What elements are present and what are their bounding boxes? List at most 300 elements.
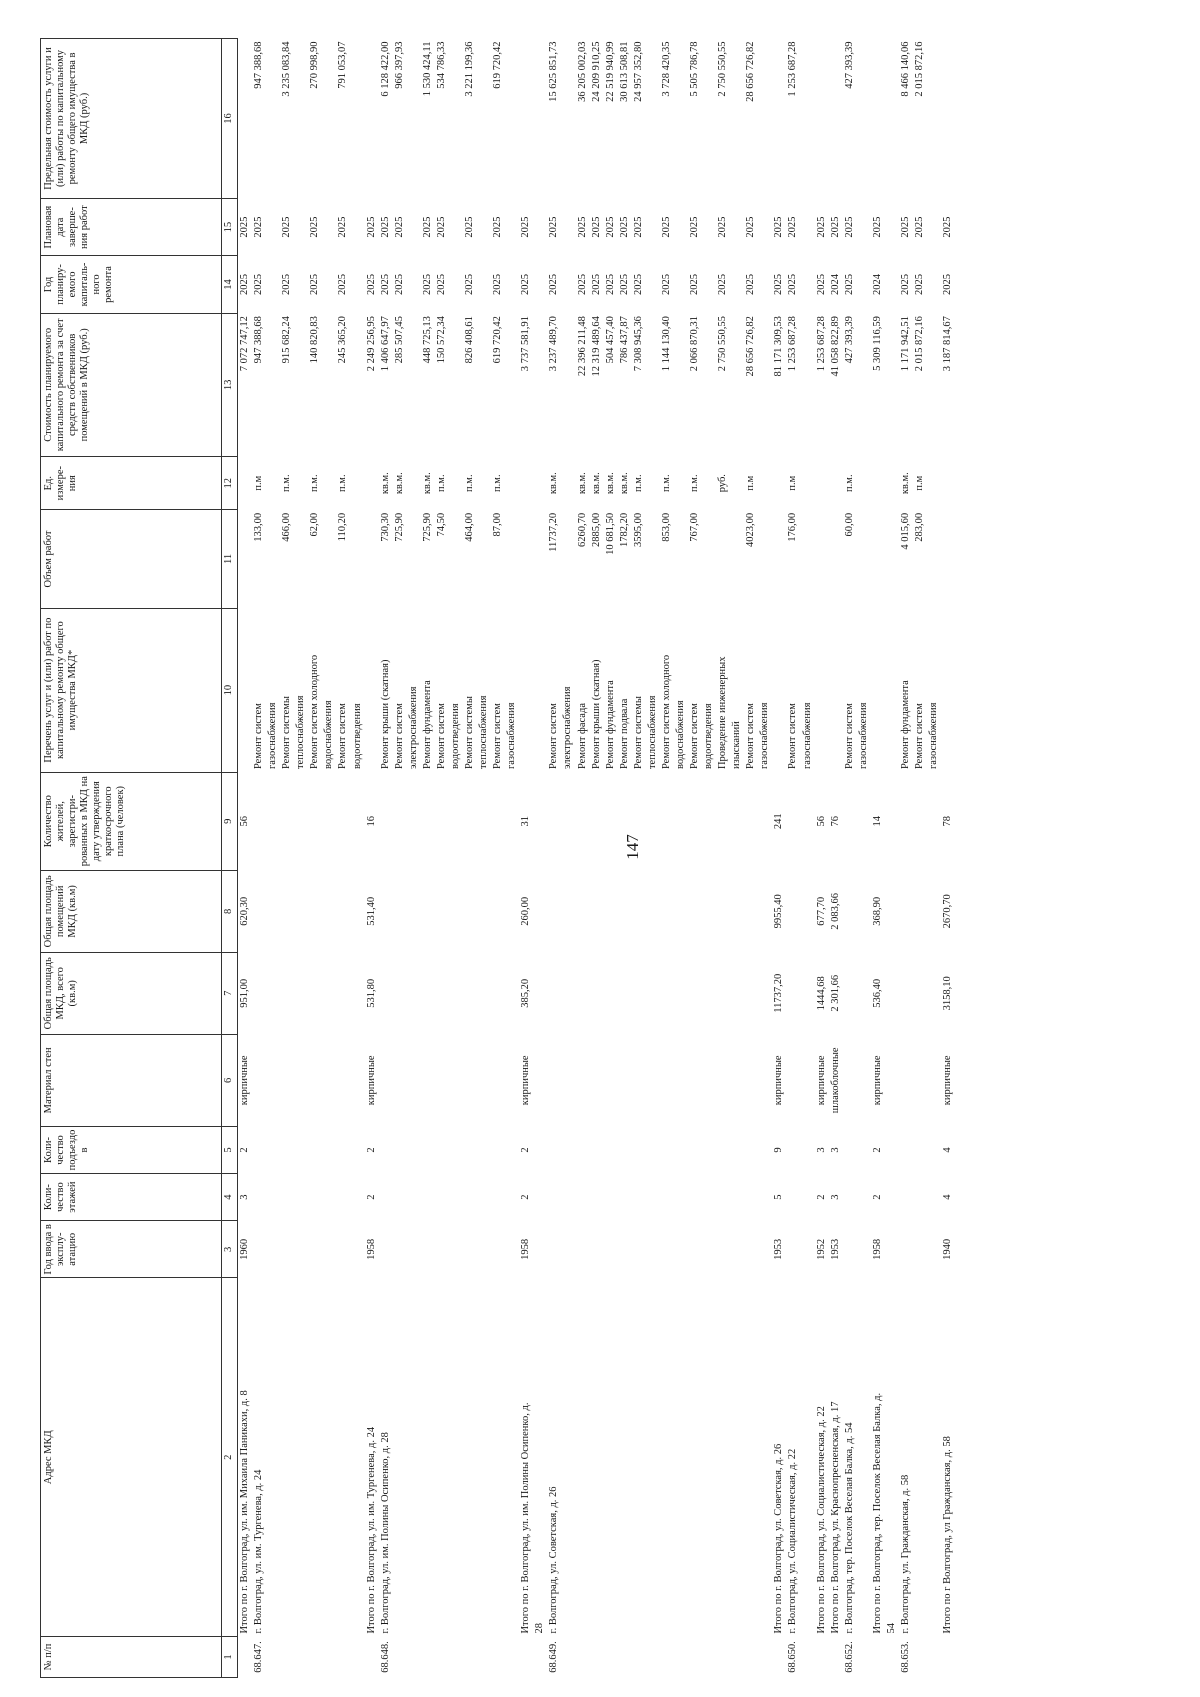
- wall-material-cell: [660, 1034, 674, 1126]
- wall-material-cell: [758, 1034, 772, 1126]
- unit-cell: кв.м.: [618, 472, 630, 495]
- year-cell: [744, 1221, 758, 1278]
- table-row: [365, 39, 379, 1678]
- entrances-cell: [280, 1126, 294, 1173]
- unit-cell: [772, 457, 786, 510]
- premises-area-cell: 260,00: [520, 896, 532, 926]
- completion-date-cell: 2025: [281, 216, 293, 238]
- repair-year-cell: 2025: [365, 273, 377, 295]
- row-number-cell: [421, 1637, 435, 1678]
- address-cell: [561, 1278, 575, 1637]
- residents-cell: [857, 772, 871, 870]
- cost-limit-cell: [266, 39, 280, 199]
- premises-area-cell: [688, 870, 702, 952]
- premises-area-cell: [632, 870, 646, 952]
- repair-year-cell: 2025: [435, 273, 447, 295]
- premises-area-cell: [393, 870, 407, 952]
- cost-limit-cell: 24 209 910,25: [590, 41, 602, 102]
- address-cell: Итого по г. Волгоград, ул. им. Полины Осипенко, д.: [520, 1402, 532, 1634]
- planned-cost-cell: 5 309 116,59: [871, 316, 883, 371]
- planned-cost-cell: 2 249 256,95: [365, 316, 377, 372]
- total-area-cell: [435, 952, 449, 1034]
- cost-limit-cell: 3 728 420,35: [660, 41, 672, 97]
- premises-area-cell: 9955,40: [773, 894, 785, 929]
- entrances-cell: [843, 1126, 857, 1173]
- repair-year-cell: 2025: [379, 273, 391, 295]
- wall-material-cell: [477, 1034, 491, 1126]
- year-cell: [801, 1221, 815, 1278]
- year-cell: [618, 1221, 632, 1278]
- entrances-cell: [899, 1126, 913, 1173]
- work-type-cell: [885, 608, 899, 772]
- address-cell: [801, 1278, 815, 1637]
- work-type-cell: Ремонт фундамента: [604, 680, 616, 770]
- completion-date-cell: 2025: [942, 216, 954, 238]
- row-number-cell: [857, 1637, 871, 1678]
- year-cell: 1960: [239, 1238, 250, 1260]
- total-area-cell: [280, 952, 294, 1034]
- completion-date-cell: 2025: [253, 216, 265, 238]
- floors-cell: [857, 1174, 871, 1221]
- entrances-cell: [576, 1126, 590, 1173]
- year-cell: [758, 1221, 772, 1278]
- wall-material-cell: кирпичные: [520, 1055, 532, 1106]
- row-number-cell: 68.652.: [843, 1641, 855, 1673]
- planned-cost-cell: 1 253 687,28: [815, 316, 827, 372]
- completion-date-cell: 2025: [787, 216, 799, 238]
- entrances-cell: [885, 1126, 899, 1173]
- entrances-cell: [379, 1126, 393, 1173]
- work-type-cell: газоснабжения: [267, 702, 279, 770]
- column-header: Плановая дата заверше-ния работ: [41, 198, 222, 255]
- unit-cell: п.м.: [435, 474, 447, 492]
- unit-cell: п.м: [745, 475, 757, 491]
- planned-cost-cell: [561, 313, 575, 456]
- column-header: Адрес МКД: [41, 1278, 222, 1637]
- cost-limit-cell: [927, 39, 941, 199]
- repair-year-cell: 2025: [689, 273, 700, 295]
- planned-cost-cell: [322, 313, 336, 456]
- column-number: 1: [222, 1637, 238, 1678]
- work-type-cell: водоснабжения: [323, 700, 335, 770]
- cost-limit-cell: [772, 39, 786, 199]
- planned-cost-cell: [477, 313, 491, 456]
- table-row: [632, 39, 646, 1678]
- total-area-cell: [491, 952, 505, 1034]
- table-row: [238, 39, 253, 1678]
- wall-material-cell: [449, 1034, 463, 1126]
- unit-cell: [885, 457, 899, 510]
- residents-cell: [674, 772, 688, 870]
- entrances-cell: [393, 1126, 407, 1173]
- work-volume-cell: [871, 510, 885, 608]
- total-area-cell: [843, 952, 857, 1034]
- row-number-cell: [477, 1637, 491, 1678]
- wall-material-cell: [646, 1034, 660, 1126]
- year-cell: 1958: [365, 1238, 377, 1260]
- work-volume-cell: [407, 510, 421, 608]
- repair-year-cell: 2025: [464, 273, 475, 295]
- work-volume-cell: 725,90: [393, 512, 405, 542]
- table-row: [758, 39, 772, 1678]
- completion-date-cell: 2025: [604, 216, 616, 238]
- floors-cell: [899, 1174, 913, 1221]
- work-type-cell: газоснабжения: [759, 702, 771, 770]
- entrances-cell: [744, 1126, 758, 1173]
- floors-cell: [407, 1174, 421, 1221]
- unit-cell: [941, 457, 955, 510]
- entrances-cell: [294, 1126, 308, 1173]
- unit-cell: [829, 457, 843, 510]
- work-type-cell: Ремонт системы: [632, 696, 644, 770]
- premises-area-cell: [547, 870, 561, 952]
- premises-area-cell: [477, 870, 491, 952]
- row-number-cell: [336, 1637, 350, 1678]
- work-type-cell: Ремонт систем: [337, 703, 349, 770]
- work-volume-cell: [815, 510, 829, 608]
- row-number-cell: [632, 1637, 646, 1678]
- column-number: 10: [222, 608, 238, 772]
- entrances-cell: [491, 1126, 505, 1173]
- cost-limit-cell: 2 015 872,16: [914, 41, 925, 97]
- repair-year-cell: [505, 256, 519, 313]
- cost-limit-cell: 5 505 786,78: [689, 41, 700, 97]
- repair-year-cell: 2025: [576, 273, 588, 295]
- repair-year-cell: 2025: [899, 273, 911, 295]
- work-volume-cell: [941, 510, 955, 608]
- completion-date-cell: [561, 198, 575, 255]
- planned-cost-cell: 1 171 942,51: [899, 316, 911, 372]
- completion-date-cell: 2025: [899, 216, 911, 238]
- total-area-cell: 536,40: [871, 978, 883, 1008]
- residents-cell: [618, 772, 632, 870]
- year-cell: 1953: [829, 1238, 841, 1260]
- floors-cell: [477, 1174, 491, 1221]
- entrances-cell: 2: [520, 1147, 532, 1153]
- unit-cell: п.м.: [309, 474, 321, 492]
- total-area-cell: [604, 952, 618, 1034]
- floors-cell: [786, 1174, 800, 1221]
- address-cell: [280, 1278, 294, 1637]
- wall-material-cell: [252, 1034, 266, 1126]
- work-type-cell: теплоснабжения: [478, 695, 490, 770]
- row-number-cell: [758, 1637, 772, 1678]
- wall-material-cell: [547, 1034, 561, 1126]
- repair-year-cell: [646, 256, 660, 313]
- residents-cell: [758, 772, 772, 870]
- floors-cell: 3: [239, 1194, 250, 1200]
- cost-limit-cell: [505, 39, 519, 199]
- unit-cell: [646, 457, 660, 510]
- total-area-cell: 531,80: [365, 978, 377, 1008]
- header-row: [41, 39, 222, 1678]
- total-area-cell: [801, 952, 815, 1034]
- wall-material-cell: [688, 1034, 702, 1126]
- year-cell: [308, 1221, 322, 1278]
- work-type-cell: [533, 608, 547, 772]
- total-area-cell: [716, 952, 730, 1034]
- table-row: [913, 39, 927, 1678]
- column-header: № п/п: [41, 1637, 222, 1678]
- residents-cell: [660, 772, 674, 870]
- total-area-cell: [927, 952, 941, 1034]
- planned-cost-cell: 7 072 747,12: [239, 316, 250, 372]
- unit-cell: [294, 457, 308, 510]
- column-header: Стоимость планируемого капитального ремонта за счет средств собственников помещений в МКД (руб.): [41, 313, 222, 456]
- year-cell: 1958: [520, 1238, 532, 1260]
- total-area-cell: [660, 952, 674, 1034]
- work-volume-cell: [730, 510, 744, 608]
- total-area-cell: [857, 952, 871, 1034]
- row-number-cell: [294, 1637, 308, 1678]
- residents-cell: 76: [829, 815, 841, 827]
- cost-limit-cell: [646, 39, 660, 199]
- work-type-cell: [238, 608, 253, 772]
- work-type-cell: теплоснабжения: [295, 695, 307, 770]
- floors-cell: [688, 1174, 702, 1221]
- floors-cell: [421, 1174, 435, 1221]
- planned-cost-cell: 826 408,61: [464, 316, 475, 364]
- floors-cell: [702, 1174, 716, 1221]
- floors-cell: 2: [815, 1194, 827, 1200]
- repair-year-cell: 2024: [829, 273, 841, 295]
- completion-date-cell: [885, 198, 899, 255]
- year-cell: [857, 1221, 871, 1278]
- table-row: [519, 39, 533, 1678]
- year-cell: [266, 1221, 280, 1278]
- repair-year-cell: 2025: [281, 273, 293, 295]
- work-type-cell: Проведение инженерных: [717, 656, 729, 770]
- entrances-cell: [801, 1126, 815, 1173]
- entrances-cell: [308, 1126, 322, 1173]
- total-area-cell: [547, 952, 561, 1034]
- floors-cell: [646, 1174, 660, 1221]
- year-cell: [322, 1221, 336, 1278]
- work-volume-cell: 853,00: [660, 512, 672, 542]
- row-number-cell: [716, 1637, 730, 1678]
- residents-cell: [730, 772, 744, 870]
- column-header: Коли-чество подъездо в: [41, 1126, 222, 1173]
- unit-cell: кв.м.: [899, 472, 911, 495]
- completion-date-cell: 2025: [464, 216, 475, 238]
- completion-date-cell: 2025: [590, 216, 602, 238]
- premises-area-cell: [336, 870, 350, 952]
- address-cell: г. Волгоград, ул. им. Тургенева, д. 24: [253, 1469, 265, 1634]
- planned-cost-cell: [857, 313, 871, 456]
- table-row: [716, 39, 730, 1678]
- row-number-cell: 68.648.: [379, 1641, 391, 1673]
- floors-cell: 4: [942, 1194, 954, 1200]
- work-volume-cell: 110,20: [337, 512, 349, 542]
- cost-limit-cell: 1 530 424,11: [421, 41, 433, 97]
- work-type-cell: [519, 608, 533, 772]
- column-header: Перечень услуг и (или) работ по капитальному ремонту общего имущества МКД*: [41, 608, 222, 772]
- work-volume-cell: [365, 510, 379, 608]
- work-volume-cell: [829, 510, 843, 608]
- unit-cell: кв.м.: [393, 472, 405, 495]
- premises-area-cell: [351, 870, 365, 952]
- year-cell: [351, 1221, 365, 1278]
- wall-material-cell: [322, 1034, 336, 1126]
- wall-material-cell: кирпичные: [365, 1055, 377, 1106]
- floors-cell: 2: [520, 1194, 532, 1200]
- unit-cell: [801, 457, 815, 510]
- completion-date-cell: [505, 198, 519, 255]
- wall-material-cell: [843, 1034, 857, 1126]
- cost-limit-cell: 619 720,42: [492, 41, 504, 89]
- entrances-cell: [927, 1126, 941, 1173]
- work-type-cell: водоснабжения: [674, 700, 686, 770]
- floors-cell: [322, 1174, 336, 1221]
- planned-cost-cell: 3 737 581,91: [520, 316, 532, 372]
- total-area-cell: [463, 952, 477, 1034]
- repair-year-cell: 2025: [632, 273, 644, 295]
- floors-cell: 2: [365, 1194, 377, 1200]
- entrances-cell: [421, 1126, 435, 1173]
- floors-cell: [674, 1174, 688, 1221]
- completion-date-cell: [801, 198, 815, 255]
- entrances-cell: 9: [773, 1147, 785, 1153]
- wall-material-cell: [927, 1034, 941, 1126]
- premises-area-cell: [843, 870, 857, 952]
- address-cell: [435, 1278, 449, 1637]
- premises-area-cell: 620,30: [239, 896, 250, 926]
- row-number-cell: 68.649.: [548, 1641, 560, 1673]
- entrances-cell: [604, 1126, 618, 1173]
- column-number: 7: [222, 952, 238, 1034]
- residents-cell: 14: [871, 815, 883, 827]
- table-row: [379, 39, 393, 1678]
- table-row: [899, 39, 913, 1678]
- column-number: 3: [222, 1221, 238, 1278]
- residents-cell: [351, 772, 365, 870]
- wall-material-cell: [491, 1034, 505, 1126]
- row-number-cell: [533, 1637, 547, 1678]
- work-volume-cell: 3595,00: [632, 512, 644, 547]
- work-type-cell: водоотведения: [703, 703, 715, 770]
- premises-area-cell: [716, 870, 730, 952]
- column-header: Год планиру-емого капиталь-ного ремонта: [41, 256, 222, 313]
- premises-area-cell: [857, 870, 871, 952]
- work-volume-cell: [533, 510, 547, 608]
- table-row: [435, 39, 449, 1678]
- unit-cell: п.м.: [492, 474, 504, 492]
- cost-limit-cell: [885, 39, 899, 199]
- work-type-cell: теплоснабжения: [646, 695, 658, 770]
- column-number: 4: [222, 1174, 238, 1221]
- year-cell: 1958: [871, 1238, 883, 1260]
- work-volume-cell: 4023,00: [745, 512, 757, 547]
- address-cell: [758, 1278, 772, 1637]
- year-cell: [547, 1221, 561, 1278]
- work-volume-cell: [294, 510, 308, 608]
- unit-cell: п.м: [787, 475, 799, 491]
- table-row: [772, 39, 786, 1678]
- residents-cell: 241: [773, 813, 785, 830]
- total-area-cell: 385,20: [520, 978, 532, 1008]
- column-header: Объем работ: [41, 510, 222, 608]
- total-area-cell: [505, 952, 519, 1034]
- premises-area-cell: 2670,70: [942, 894, 954, 929]
- cost-limit-cell: 270 998,90: [309, 41, 321, 89]
- column-number: 11: [222, 510, 238, 608]
- wall-material-cell: шлакоблочные: [829, 1047, 841, 1114]
- unit-cell: кв.м.: [604, 472, 616, 495]
- premises-area-cell: [618, 870, 632, 952]
- table-row: [941, 39, 955, 1678]
- entrances-cell: 2: [871, 1147, 883, 1153]
- work-volume-cell: 730,30: [379, 512, 391, 542]
- completion-date-cell: [294, 198, 308, 255]
- address-cell: [393, 1278, 407, 1637]
- premises-area-cell: [435, 870, 449, 952]
- table-row: [533, 39, 547, 1678]
- total-area-cell: [899, 952, 913, 1034]
- column-number-row: [222, 39, 238, 1678]
- entrances-cell: [857, 1126, 871, 1173]
- address-cell: [632, 1278, 646, 1637]
- entrances-cell: [407, 1126, 421, 1173]
- repair-year-cell: [730, 256, 744, 313]
- wall-material-cell: [604, 1034, 618, 1126]
- row-number-cell: [801, 1637, 815, 1678]
- cost-limit-cell: [801, 39, 815, 199]
- wall-material-cell: кирпичные: [871, 1055, 883, 1106]
- repair-year-cell: 2025: [548, 273, 560, 295]
- premises-area-cell: [308, 870, 322, 952]
- residents-cell: [561, 772, 575, 870]
- rotated-table-container: [40, 38, 1200, 1678]
- work-volume-cell: [885, 510, 899, 608]
- unit-cell: [857, 457, 871, 510]
- total-area-cell: [646, 952, 660, 1034]
- planned-cost-cell: [407, 313, 421, 456]
- repair-year-cell: 2025: [773, 273, 785, 295]
- entrances-cell: [618, 1126, 632, 1173]
- table-row: [407, 39, 421, 1678]
- floors-cell: [491, 1174, 505, 1221]
- repair-year-cell: [266, 256, 280, 313]
- repair-year-cell: 2025: [914, 273, 925, 295]
- residents-cell: [632, 772, 646, 870]
- unit-cell: [477, 457, 491, 510]
- address-cell: [407, 1278, 421, 1637]
- premises-area-cell: [604, 870, 618, 952]
- entrances-cell: [547, 1126, 561, 1173]
- floors-cell: [351, 1174, 365, 1221]
- unit-cell: [871, 457, 885, 510]
- table-row: [744, 39, 758, 1678]
- year-cell: [336, 1221, 350, 1278]
- table-row: [885, 39, 899, 1678]
- cost-limit-cell: [533, 39, 547, 199]
- unit-cell: [674, 457, 688, 510]
- entrances-cell: 3: [815, 1147, 827, 1153]
- work-type-cell: Ремонт систем: [689, 703, 700, 770]
- year-cell: [576, 1221, 590, 1278]
- year-cell: [294, 1221, 308, 1278]
- completion-date-cell: 2025: [435, 216, 447, 238]
- work-volume-cell: [519, 510, 533, 608]
- wall-material-cell: [618, 1034, 632, 1126]
- entrances-cell: [646, 1126, 660, 1173]
- row-number-cell: [576, 1637, 590, 1678]
- year-cell: [590, 1221, 604, 1278]
- completion-date-cell: 2025: [618, 216, 630, 238]
- year-cell: 1952: [815, 1238, 827, 1260]
- premises-area-cell: [533, 870, 547, 952]
- residents-cell: [576, 772, 590, 870]
